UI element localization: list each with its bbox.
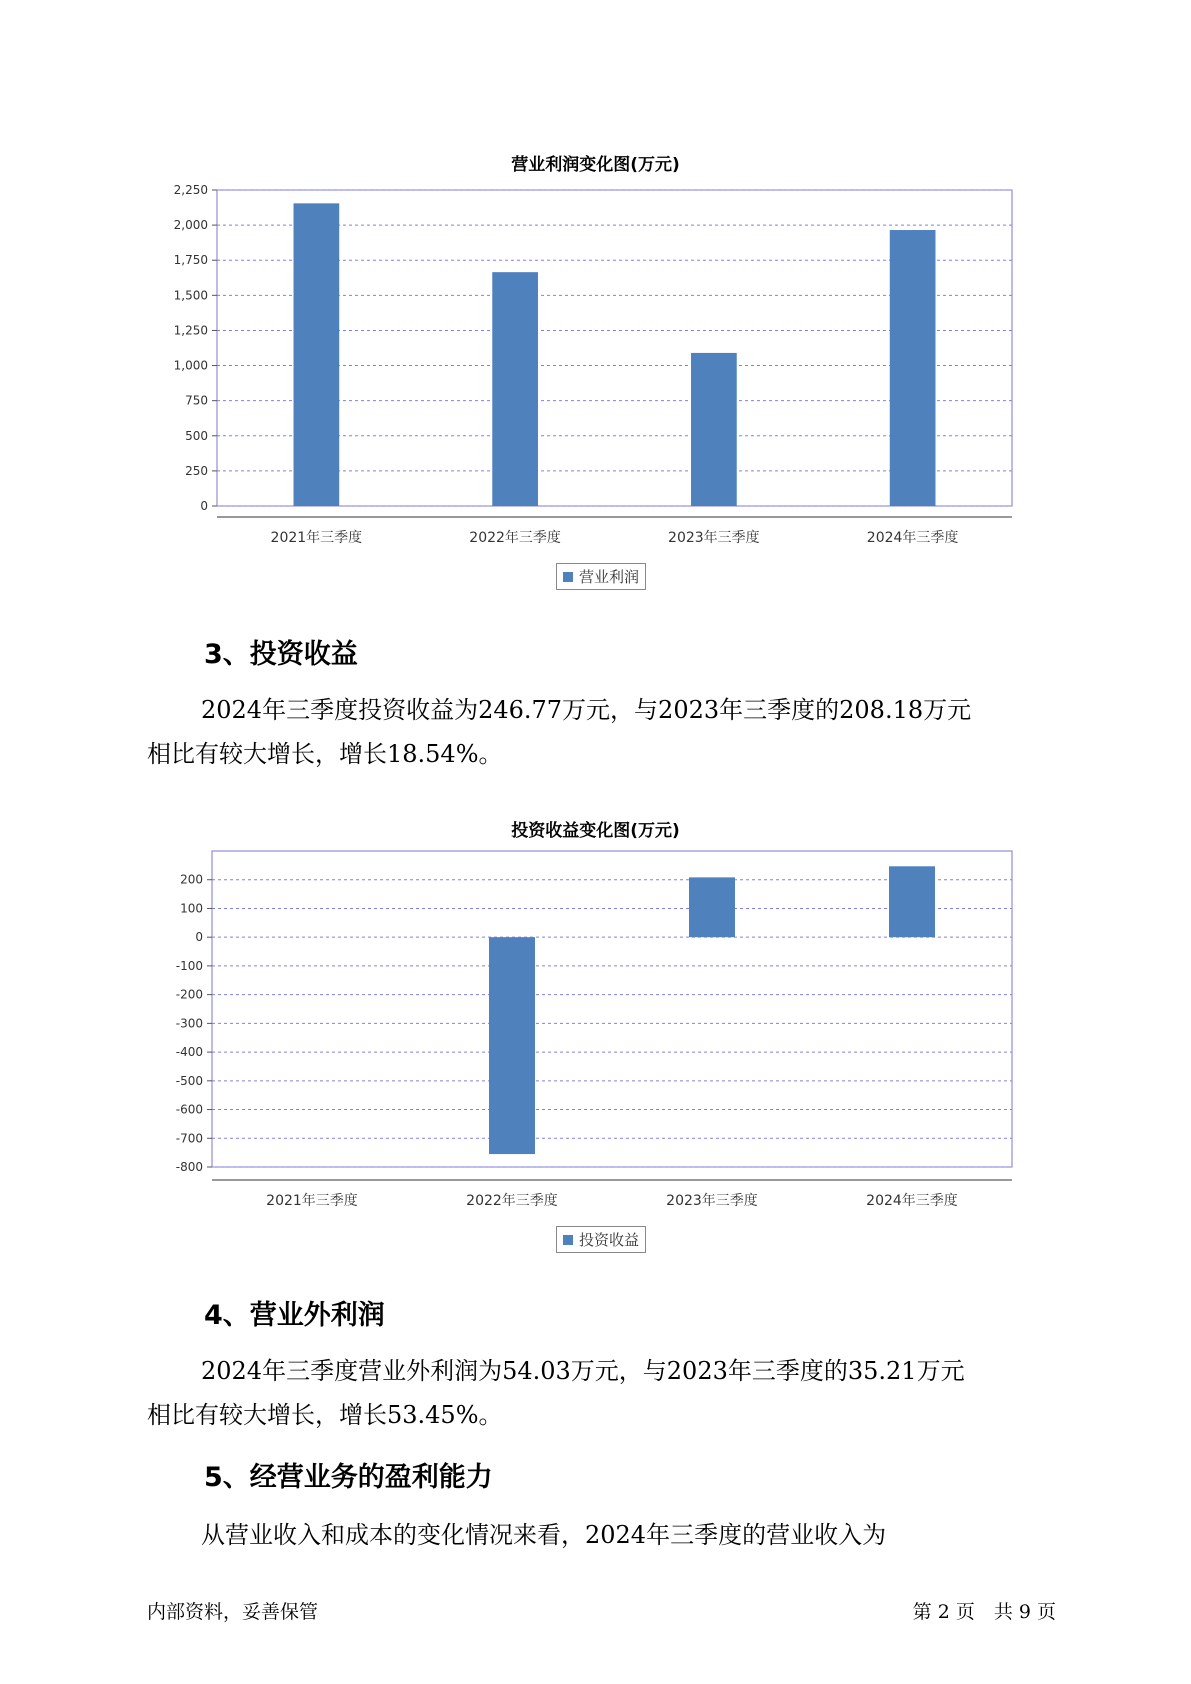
chart2-category-label: 2021年三季度 bbox=[266, 1193, 358, 1209]
chart2-legend bbox=[556, 1226, 646, 1253]
chart1-ytick-label: 2,000 bbox=[173, 218, 208, 233]
section-3-heading: 3、投资收益 bbox=[204, 639, 358, 670]
chart2-ytick-label: -600 bbox=[175, 1102, 203, 1117]
chart1-title: 营业利润变化图(万元) bbox=[511, 155, 680, 175]
section-4-line-2: 相比有较大增长，增长53.45%。 bbox=[147, 1401, 503, 1429]
chart1-category-label: 2024年三季度 bbox=[866, 530, 959, 546]
chart1-category-label: 2021年三季度 bbox=[270, 530, 363, 546]
section-5-heading: 5、经营业务的盈利能力 bbox=[204, 1462, 493, 1493]
chart2-category-label: 2022年三季度 bbox=[466, 1193, 558, 1209]
chart2-ytick-label: -800 bbox=[175, 1160, 203, 1174]
chart1-ytick-label: 1,000 bbox=[173, 358, 208, 373]
chart2-ytick-label: -200 bbox=[175, 987, 203, 1002]
section-3-line-2: 相比有较大增长，增长18.54%。 bbox=[147, 740, 503, 768]
chart2-ytick-label: 200 bbox=[180, 872, 203, 887]
section-4-paragraph bbox=[147, 1349, 1047, 1437]
chart1-category-label: 2023年三季度 bbox=[668, 530, 760, 546]
chart2-ytick-label: 100 bbox=[180, 901, 203, 916]
chart1-legend-label: 营业利润 bbox=[579, 568, 640, 586]
legend-swatch bbox=[563, 1235, 573, 1245]
chart1-ytick-label: 500 bbox=[185, 428, 208, 443]
chart2-ytick-label: 0 bbox=[195, 930, 203, 945]
footer-page-number: 第 2 页 共 9 页 bbox=[912, 1601, 1056, 1623]
chart2-ytick-label: -400 bbox=[175, 1045, 203, 1060]
chart2-bar bbox=[889, 866, 935, 937]
section-3-line-1: 2024年三季度投资收益为246.77万元，与2023年三季度的208.18万元 bbox=[201, 696, 972, 724]
chart2-bar bbox=[489, 937, 535, 1154]
chart2-title: 投资收益变化图(万元) bbox=[511, 821, 680, 841]
section-5-paragraph bbox=[147, 1513, 1047, 1557]
chart1-ytick-label: 250 bbox=[185, 463, 208, 478]
chart2-category-label: 2024年三季度 bbox=[866, 1193, 958, 1209]
chart2-legend-label: 投资收益 bbox=[579, 1231, 640, 1249]
chart1-ytick-label: 0 bbox=[200, 499, 208, 513]
chart2-bar bbox=[689, 877, 735, 937]
chart1-ytick-label: 750 bbox=[185, 393, 208, 408]
chart2-ytick-label: -300 bbox=[175, 1016, 203, 1031]
chart2-category-label: 2023年三季度 bbox=[666, 1193, 758, 1209]
footer-left: 内部资料，妥善保管 bbox=[147, 1601, 319, 1623]
chart1-category-label: 2022年三季度 bbox=[469, 530, 561, 546]
section-5-line-1: 从营业收入和成本的变化情况来看，2024年三季度的营业收入为 bbox=[201, 1521, 887, 1549]
section-4-heading: 4、营业外利润 bbox=[204, 1300, 385, 1331]
section-4-line-1: 2024年三季度营业外利润为54.03万元，与2023年三季度的35.21万元 bbox=[201, 1357, 965, 1385]
chart2-ytick-label: -100 bbox=[175, 958, 203, 973]
chart1-ytick-label: 1,250 bbox=[173, 323, 208, 338]
chart1-ytick-label: 2,250 bbox=[173, 183, 208, 197]
chart1-ytick-label: 1,500 bbox=[173, 288, 208, 303]
chart2-ytick-label: -700 bbox=[175, 1131, 203, 1146]
chart1-ytick-label: 1,750 bbox=[173, 253, 208, 268]
chart2-ytick-label: -500 bbox=[175, 1073, 203, 1088]
